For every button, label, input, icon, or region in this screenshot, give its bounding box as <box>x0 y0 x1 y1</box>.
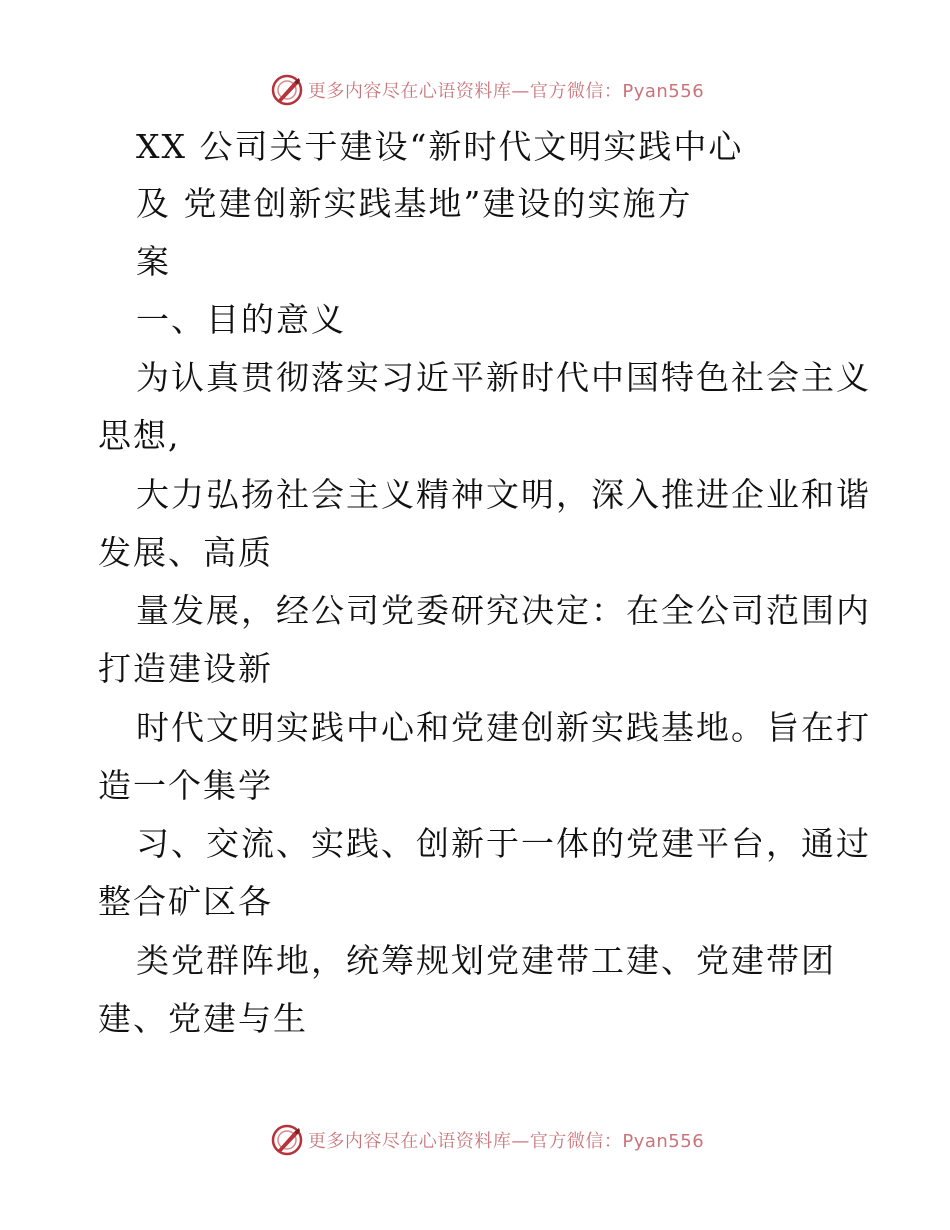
paragraph-line: 习、交流、实践、创新于一体的党建平台，通过 <box>136 824 871 863</box>
section-heading: 一、目的意义 <box>136 300 346 339</box>
paragraph-line: 思想, <box>98 416 181 455</box>
paragraph-line: 建、党建与生 <box>98 999 308 1038</box>
doc-title-line-3: 案 <box>136 242 171 281</box>
pen-seal-icon <box>270 1123 304 1157</box>
paragraph-line: 大力弘扬社会主义精神文明，深入推进企业和谐 <box>136 475 871 514</box>
paragraph-line: 造一个集学 <box>98 766 273 805</box>
paragraph-line: 时代文明实践中心和党建创新实践基地。旨在打 <box>136 708 871 747</box>
doc-title-line-2: 及 党建创新实践基地”建设的实施方 <box>136 184 693 223</box>
header-banner <box>0 70 950 110</box>
paragraph-line: 为认真贯彻落实习近平新时代中国特色社会主义 <box>136 358 871 397</box>
paragraph-line: 发展、高质 <box>98 533 273 572</box>
doc-title-line-1: XX 公司关于建设“新时代文明实践中心 <box>136 127 744 166</box>
footer-banner <box>0 1120 950 1160</box>
paragraph-line: 打造建设新 <box>98 649 273 688</box>
header-banner-text: 更多内容尽在心语资料库—官方微信：Pyan556 <box>307 81 705 102</box>
footer-banner-inner <box>270 1123 704 1157</box>
header-banner-inner <box>270 73 704 107</box>
paragraph-line: 整合矿区各 <box>98 882 273 921</box>
pen-seal-icon <box>270 73 304 107</box>
paragraph-line: 量发展，经公司党委研究决定：在全公司范围内 <box>136 591 871 630</box>
footer-banner-text: 更多内容尽在心语资料库—官方微信：Pyan556 <box>307 1131 705 1152</box>
paragraph-line: 类党群阵地，统筹规划党建带工建、党建带团 <box>136 941 836 980</box>
